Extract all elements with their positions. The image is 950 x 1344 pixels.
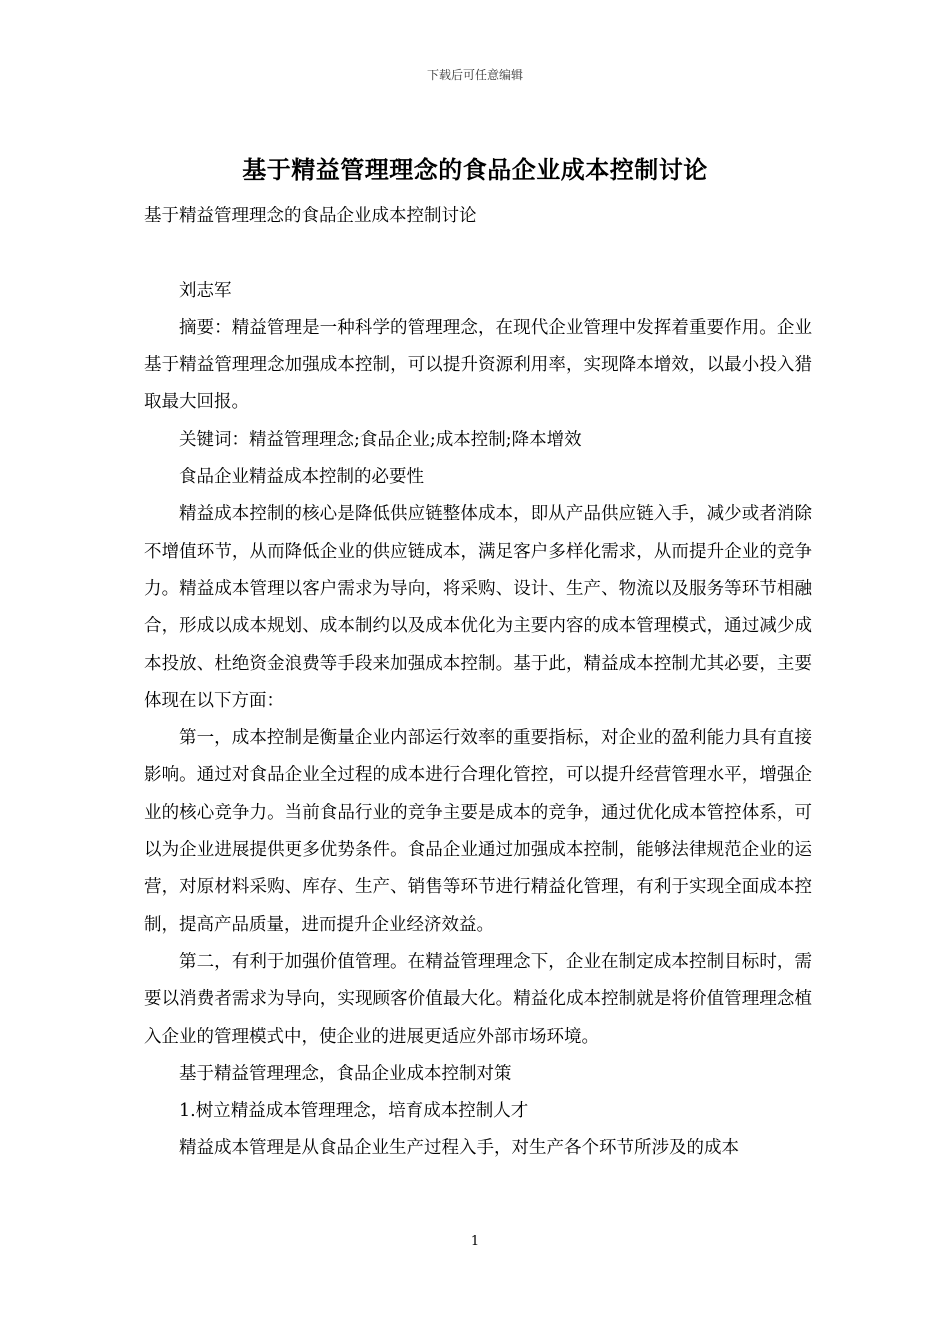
header-note: 下载后可任意编辑 xyxy=(426,68,523,82)
subtitle: 基于精益管理理念的食品企业成本控制讨论 xyxy=(144,206,477,226)
document-body xyxy=(144,198,812,1168)
page-number: 1 xyxy=(470,1234,480,1249)
paragraph-first-point: 第一，成本控制是衡量企业内部运行效率的重要指标，对企业的盈利能力具有直接影响。通过对食品企业全过程的成本进行合理化管控，可以提升经营管理水平，增强企业的核心竞争力。当前食品行业的竞争主要是成本的竞争，通过优化成本管控体系，可以为企业进展提供更多优势条件。食品企业通过加强成本控制，能够法律规范企业的运营，对原材料采购、库存、生产、销售等环节进行精益化管理，有利于实现全面成本控制，提高产品质量，进而提升企业经济效益。 xyxy=(144,728,812,935)
subsection-heading-1: 1.树立精益成本管理理念，培育成本控制人才 xyxy=(179,1101,529,1122)
document-title: 基于精益管理理念的食品企业成本控制讨论 xyxy=(242,155,708,184)
section-heading-countermeasures: 基于精益管理理念，食品企业成本控制对策 xyxy=(179,1063,512,1084)
author: 刘志军 xyxy=(179,280,232,301)
paragraph-second-point: 第二，有利于加强价值管理。在精益管理理念下，企业在制定成本控制目标时，需要以消费者需求为导向，实现顾客价值最大化。精益化成本控制就是将价值管理理念植入企业的管理模式中，使企业的进展更适应外部市场环境。 xyxy=(144,951,812,1047)
paragraph-core-of-lean-cost: 精益成本控制的核心是降低供应链整体成本，即从产品供应链入手，减少或者消除不增值环节，从而降低企业的供应链成本，满足客户多样化需求，从而提升企业的竞争力。精益成本管理以客户需求为导向，将采购、设计、生产、物流以及服务等环节相融合，形成以成本规划、成本制约以及成本优化为主要内容的成本管理模式，通过减少成本投放、杜绝资金浪费等手段来加强成本控制。基于此，精益成本控制尤其必要，主要体现在以下方面： xyxy=(144,504,812,711)
abstract-paragraph: 摘要：精益管理是一种科学的管理理念，在现代企业管理中发挥着重要作用。企业基于精益管理理念加强成本控制，可以提升资源利用率，实现降本增效，以最小投入猎取最大回报。 xyxy=(144,317,812,413)
paragraph-lean-cost-management: 精益成本管理是从食品企业生产过程入手，对生产各个环节所涉及的成本 xyxy=(179,1138,739,1159)
keywords: 关键词：精益管理理念;食品企业;成本控制;降本增效 xyxy=(179,429,582,450)
section-heading-necessity: 食品企业精益成本控制的必要性 xyxy=(179,467,424,488)
